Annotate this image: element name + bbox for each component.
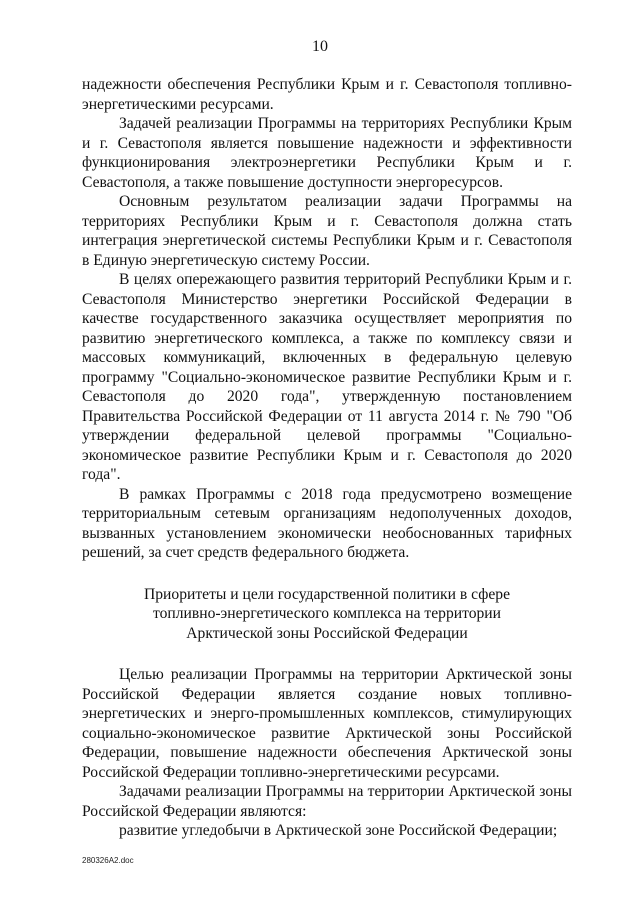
section-heading-line: Арктической зоны Российской Федерации [186,624,468,642]
paragraph: Задачей реализации Программы на территориях Республики Крым и г. Севастополя является повышение надежности и эффективности функционирования электроэнергетики Республики Крым и г. Севастополя, а также повышение доступности энергоресурсов. [82,115,572,191]
paragraph: В целях опережающего развития территорий Республики Крым и г. Севастополя Министерство энергетики Российской Федерации в качестве государственного заказчика осуществляет мероприятия по развитию энергетического комплекса, а также по комплексу связи и массовых коммуникаций, включенных в федеральную целевую программу "Социально-экономическое развитие Республики Крым и г. Севастополя до 2020 года", утвержденную постановлением Правительства Российской Федерации от 11 августа 2014 г. № 790 "Об утверждении федеральной целевой программы "Социально-экономическое развитие Республики Крым и г. Севастополя до 2020 года". [82,271,572,483]
paragraph: развитие угледобычи в Арктической зоне Российской Федерации; [119,822,558,839]
paragraph: надежности обеспечения Республики Крым и г. Севастополя топливно-энергетическими ресурсами. [82,76,572,113]
section-heading [82,585,572,644]
paragraph: Основным результатом реализации задачи Программы на территориях Республики Крым и г. Севастополя должна стать интеграция энергетической системы Республики Крым и г. Севастополя в Единую энергетическую систему России. [82,193,572,269]
body-text [82,75,572,841]
section-heading-line: топливно-энергетического комплекса на территории [152,605,501,622]
paragraph: Целью реализации Программы на территории Арктической зоны Российской Федерации является создание новых топливно-энергетических и энерго-промышленных комплексов, стимулирующих социально-экономическое развитие Арктической зоны Российской Федерации, повышение надежности обеспечения Арктической зоны Российской Федерации топливно-энергетическими ресурсами. [82,666,572,781]
file-name-footer: 280326А2.doc [82,856,134,865]
paragraph: В рамках Программы с 2018 года предусмотрено возмещение территориальным сетевым организациям недополученных доходов, вызванных установлением экономически необоснованных тарифных решений, за счет средств федерального бюджета. [82,485,572,561]
page-number: 10 [312,38,328,55]
paragraph: Задачами реализации Программы на территории Арктической зоны Российской Федерации являются: [82,783,572,820]
section-heading-line: Приоритеты и цели государственной политики в сфере [144,585,510,603]
